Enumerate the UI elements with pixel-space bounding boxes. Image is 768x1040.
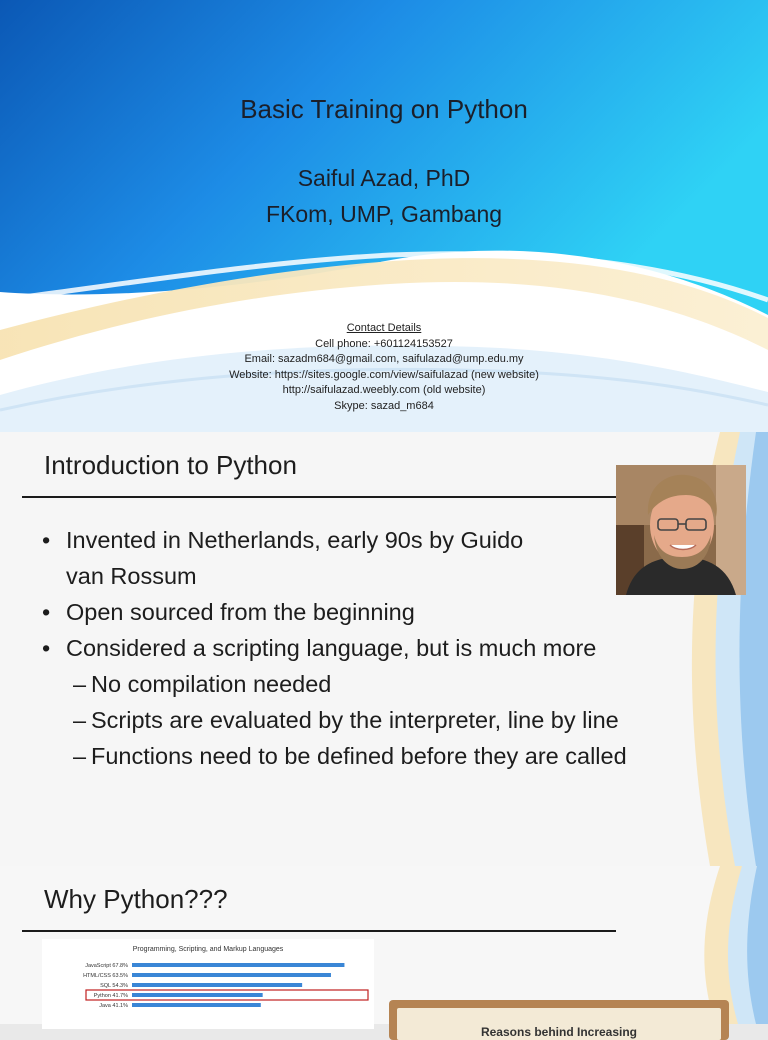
reasons-board [389,1000,729,1040]
dash-marker: – [73,743,87,769]
sub-bullet-item: – Scripts are evaluated by the interpreter, line by line [42,702,742,738]
bar-label: Python 41.7% [93,993,128,999]
dash-marker: – [73,671,87,697]
title-divider [22,930,616,932]
contact-email: Email: sazadm684@gmail.com, saifulazad@ump.edu.my [244,353,524,365]
contact-heading: Contact Details [346,322,422,334]
contact-website-old: http://saifulazad.weebly.com (old website) [282,384,486,396]
slide-title: Introduction to Python [44,450,297,480]
author-block [0,160,768,232]
bar-chart [42,939,374,1029]
bar-label: Java 41.1% [99,1003,128,1009]
title-slide [0,0,768,432]
board-heading: Reasons behind Increasing [480,1025,638,1039]
introduction-slide [0,432,768,866]
board-paper [397,1008,721,1040]
slide-title: Why Python??? [44,884,228,914]
bar-label: HTML/CSS 63.5% [83,973,128,979]
bar [132,983,302,987]
sub-bullet-item: – No compilation needed [42,666,742,702]
bar-label: JavaScript 67.8% [85,963,128,969]
bar [132,963,344,967]
bullet-item: • Invented in Netherlands, early 90s by Guido van Rossum [42,522,742,594]
presentation-title: Basic Training on Python [240,94,528,124]
author-affiliation: FKom, UMP, Gambang [265,201,503,227]
bullet-list [42,522,742,774]
contact-details [0,321,768,414]
sub-bullet-item: – Functions need to be defined before they are called [42,738,742,774]
chart-title: Programming, Scripting, and Markup Languages [132,946,284,953]
bar [132,993,263,997]
bullet-item: • Considered a scripting language, but is much more [42,630,742,666]
bar [132,973,331,977]
contact-skype: Skype: sazad_m684 [334,399,434,412]
author-name: Saiful Azad, PhD [297,165,471,191]
title-divider [22,496,616,498]
bar-label: SQL 54.3% [100,983,128,989]
dash-marker: – [73,707,87,733]
bar [132,1003,261,1007]
bullet-item: • Open sourced from the beginning [42,594,742,630]
why-python-slide [0,866,768,1039]
languages-chart [42,939,374,1029]
contact-website-new: Website: https://sites.google.com/view/saifulazad (new website) [229,368,539,381]
contact-phone: Cell phone: +601124153527 [315,337,453,350]
